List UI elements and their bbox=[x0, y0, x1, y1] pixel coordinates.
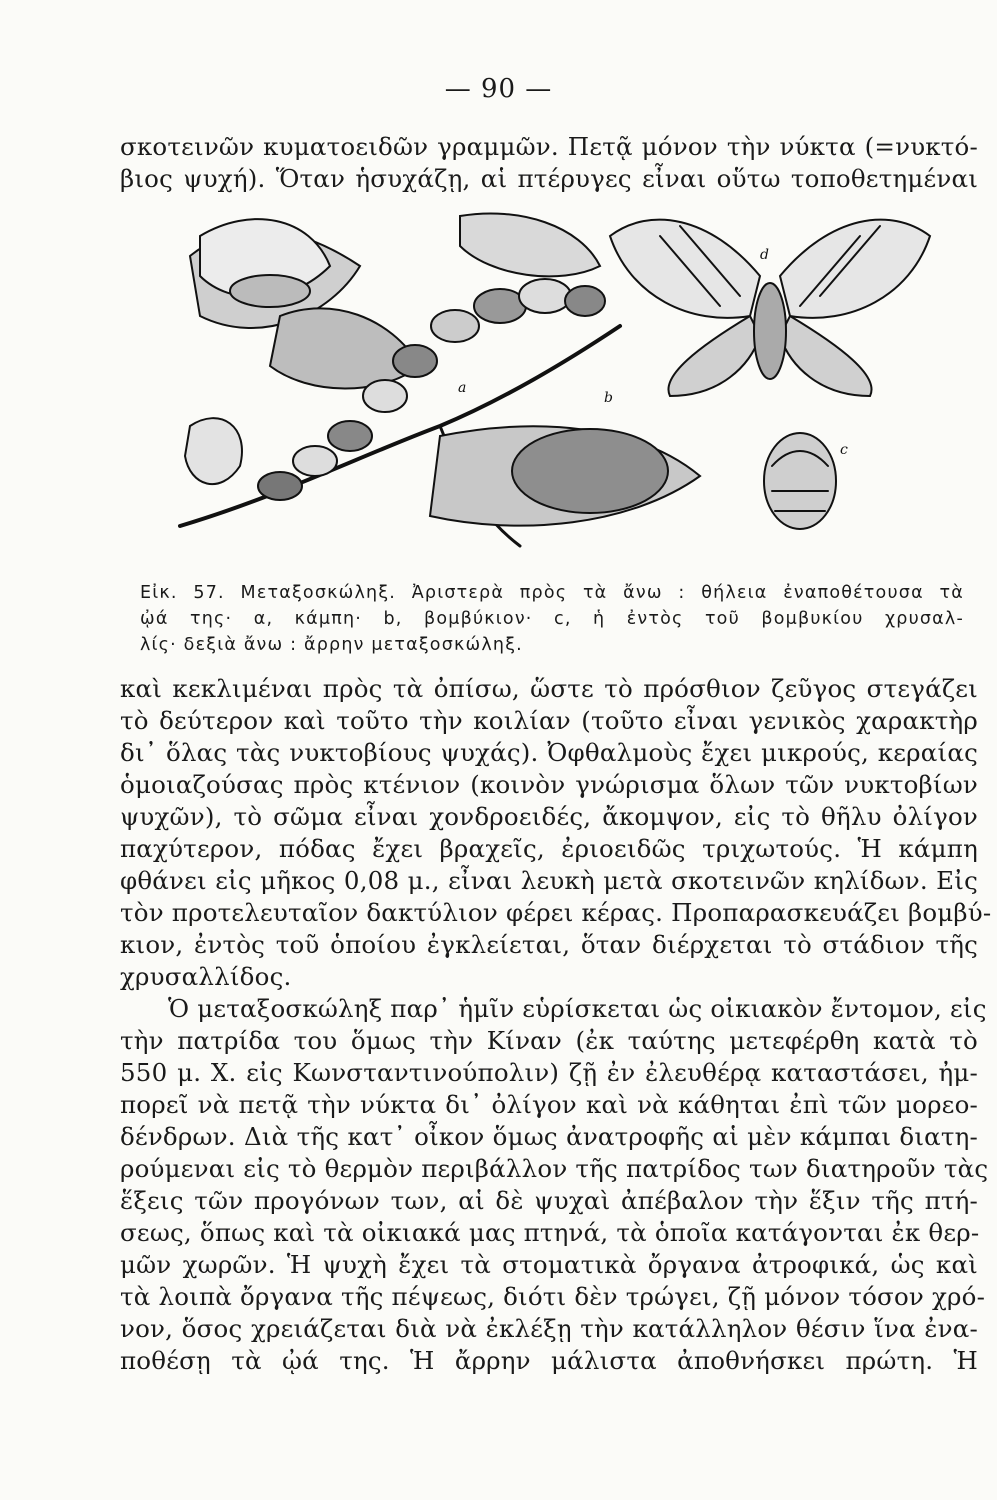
text-line: τὸ δεύτερον καὶ τοῦτο τὴν κοιλίαν (τοῦτο εἶναι γενικὸς χαρακτὴρ bbox=[120, 706, 978, 735]
text-line: ποθέσῃ τὰ ᾠά της. Ἡ ἄρρην μάλιστα ἀποθνήσκει πρώτη. Ἡ bbox=[120, 1346, 978, 1375]
text-line: ρούμεναι εἰς τὸ θερμὸν περιβάλλον τῆς πατρίδος των διατηροῦν τὰς bbox=[120, 1154, 989, 1183]
text-line: μῶν χωρῶν. Ἡ ψυχὴ ἔχει τὰ στοματικὰ ὄργανα ἀτροφικά, ὡς καὶ bbox=[120, 1250, 978, 1279]
leaf-drawing bbox=[185, 418, 242, 484]
leaf-drawing bbox=[270, 308, 420, 388]
text-line: δένδρων. Διὰ τῆς κατ᾽ οἶκον ὅμως ἀνατροφῆς αἱ μὲν κάμπαι διατη- bbox=[120, 1122, 978, 1151]
text-line: κιον, ἐντὸς τοῦ ὁποίου ἐγκλείεται, ὅταν διέρχεται τὸ στάδιον τῆς bbox=[120, 930, 978, 959]
text-line: τὴν πατρίδα του ὅμως τὴν Κίναν (ἐκ ταύτης μετεφέρθη κατὰ τὸ bbox=[120, 1026, 978, 1055]
text-line: πορεῖ νὰ πετᾷ τὴν νύκτα δι᾽ ὀλίγον καὶ νὰ κάθηται ἐπὶ τῶν μορεο- bbox=[120, 1090, 978, 1119]
text-line: 550 μ. Χ. εἰς Κωνσταντινούπολιν) ζῇ ἐν ἐλευθέρᾳ καταστάσει, ἠμ- bbox=[120, 1058, 978, 1087]
text-line: ψυχῶν), τὸ σῶμα εἶναι χονδροειδές, ἄκομψον, εἰς τὸ θῆλυ ὀλίγον bbox=[120, 802, 978, 831]
text-line: παχύτερον, πόδας ἔχει βραχεῖς, ἐριοειδῶς τριχωτούς. Ἡ κάμπη bbox=[120, 834, 978, 863]
figure-caption-line: Εἰκ. 57. Μεταξοσκώληξ. Ἀριστερὰ πρὸς τὰ ἄνω : θήλεια ἐναποθέτουσα τὰ bbox=[140, 583, 964, 603]
text-line: τὰ λοιπὰ ὄργανα τῆς πέψεως, διότι δὲν τρώγει, ζῇ μόνον τόσον χρό- bbox=[120, 1282, 986, 1311]
text-line: βιος ψυχή). Ὅταν ἡσυχάζῃ, αἱ πτέρυγες εἶναι οὕτω τοποθετημέναι bbox=[120, 164, 978, 193]
text-line: ἕξεις τῶν προγόνων των, αἱ δὲ ψυχαὶ ἀπέβαλον τὴν ἕξιν τῆς πτή- bbox=[120, 1186, 978, 1215]
text-line: δι᾽ ὅλας τὰς νυκτοβίους ψυχάς). Ὀφθαλμοὺς ἔχει μικρούς, κεραίας bbox=[120, 738, 978, 767]
figure-caption-line: λίς· δεξιὰ ἄνω : ἄρρην μεταξοσκώληξ. bbox=[140, 635, 523, 655]
figure-label-a: a bbox=[458, 380, 467, 396]
text-line: σκοτεινῶν κυματοειδῶν γραμμῶν. Πετᾷ μόνον τὴν νύκτα (=νυκτό- bbox=[120, 132, 978, 161]
figure-label-b: b bbox=[604, 390, 613, 406]
text-line: καὶ κεκλιμέναι πρὸς τὰ ὀπίσω, ὥστε τὸ πρόσθιον ζεῦγος στεγάζει bbox=[120, 674, 978, 703]
text-line: σεως, ὅπως καὶ τὰ οἰκιακά μας πτηνά, τὰ ὁποῖα κατάγονται ἐκ θερ- bbox=[120, 1218, 980, 1247]
text-line: Ὁ μεταξοσκώληξ παρ᾽ ἡμῖν εὑρίσκεται ὡς οἰκιακὸν ἔντομον, εἰς bbox=[168, 994, 987, 1023]
figure-label-d: d bbox=[760, 247, 769, 263]
figure-label-c: c bbox=[840, 442, 848, 458]
text-line: ὁμοιαζούσας πρὸς κτένιον (κοινὸν γνώρισμα ὅλων τῶν νυκτοβίων bbox=[120, 770, 978, 799]
silkworm-illustration bbox=[160, 196, 960, 568]
cocoon-drawing bbox=[512, 429, 668, 513]
page-number: — 90 — bbox=[444, 74, 553, 104]
chrysalis-drawing bbox=[764, 433, 836, 529]
text-line: τὸν προτελευταῖον δακτύλιον φέρει κέρας. Προπαρασκευάζει βομβύ- bbox=[120, 898, 992, 927]
figure-caption-line: ᾠά της· α, κάμπη· b, βομβύκιον· c, ἡ ἐντὸς τοῦ βομβυκίου χρυσαλ- bbox=[140, 609, 964, 629]
leaf-drawing bbox=[460, 213, 600, 276]
text-line: φθάνει εἰς μῆκος 0,08 μ., εἶναι λευκὴ μετὰ σκοτεινῶν κηλίδων. Εἰς bbox=[120, 866, 978, 895]
text-line: χρυσαλλίδος. bbox=[120, 962, 292, 991]
text-line: νον, ὅσος χρειάζεται διὰ νὰ ἐκλέξῃ τὴν κατάλληλον θέσιν ἵνα ἐνα- bbox=[120, 1314, 978, 1343]
moth-drawing bbox=[610, 220, 930, 396]
